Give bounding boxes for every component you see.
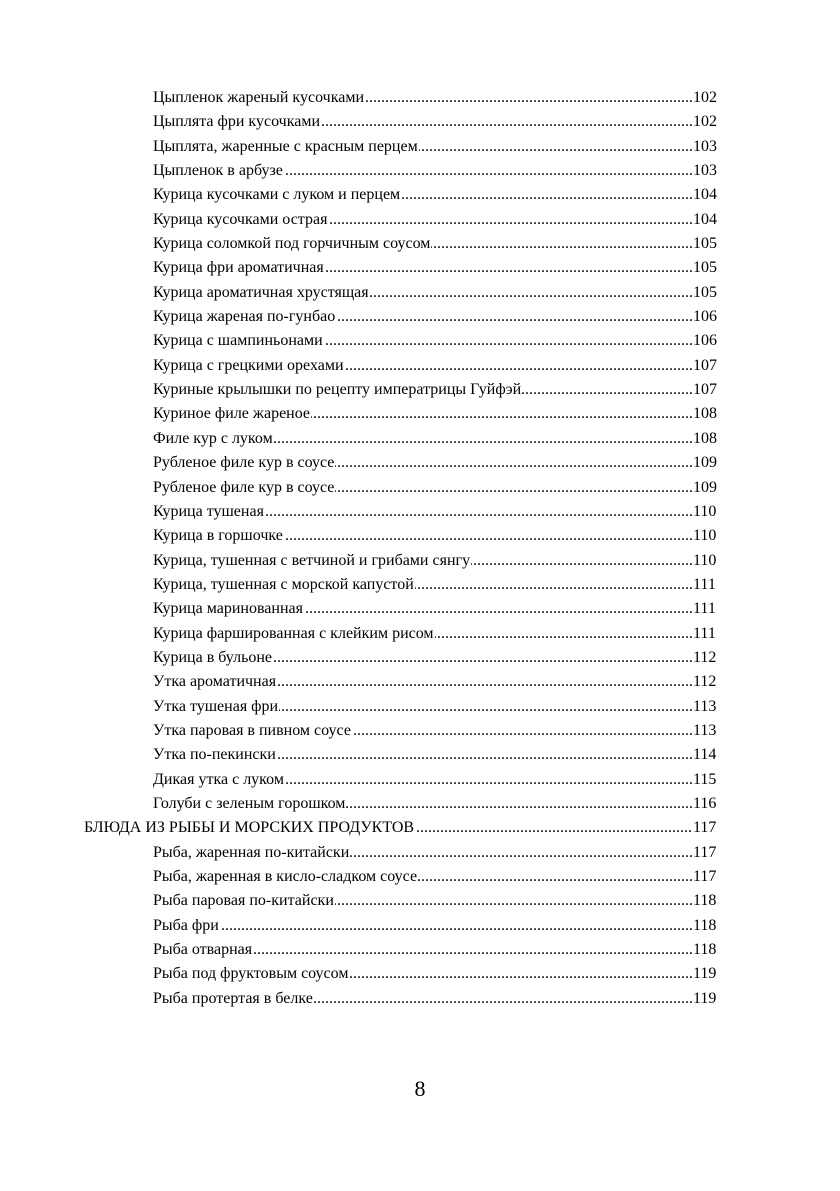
toc-entry-page: 119 [693, 962, 723, 986]
toc-entry-title-leader [153, 573, 693, 597]
toc-entry-title-leader [153, 938, 693, 962]
toc-entry[interactable] [0, 914, 840, 938]
toc-entry-title-leader [153, 962, 693, 986]
toc-entry[interactable] [0, 841, 840, 865]
toc-section-heading[interactable] [0, 816, 840, 840]
toc-entry[interactable] [0, 719, 840, 743]
toc-entry-page: 110 [693, 500, 723, 524]
toc-entry-page: 112 [693, 670, 723, 694]
toc-entry[interactable] [0, 476, 840, 500]
toc-entry-title-leader [153, 329, 693, 353]
toc-entry[interactable] [0, 427, 840, 451]
toc-entry-page: 117 [693, 841, 723, 865]
toc-entry-page: 105 [693, 281, 723, 305]
toc-entry-title-leader [153, 719, 693, 743]
toc-entry-page: 118 [693, 914, 723, 938]
toc-entry-title-leader [153, 135, 693, 159]
toc-entry[interactable] [0, 889, 840, 913]
toc-entry[interactable] [0, 329, 840, 353]
toc-entry-title-leader [153, 183, 693, 207]
toc-entry[interactable] [0, 938, 840, 962]
toc-entry-title: Дикая утка с луком [153, 770, 284, 788]
table-of-contents [0, 86, 840, 1011]
toc-entry-page: 104 [693, 208, 723, 232]
toc-entry-title: Рыба, жаренная в кисло-сладком соусе [153, 868, 418, 885]
toc-entry[interactable] [0, 987, 840, 1011]
toc-entry[interactable] [0, 962, 840, 986]
toc-entry-page: 118 [693, 889, 723, 913]
toc-entry-title: Цыпленок в арбузе [153, 162, 283, 180]
toc-entry-title: Филе кур с луком [153, 429, 273, 447]
toc-entry[interactable] [0, 232, 840, 256]
toc-entry-title-leader [153, 110, 693, 134]
toc-entry[interactable] [0, 135, 840, 159]
toc-entry-title-leader [153, 281, 693, 305]
toc-entry-page: 111 [693, 597, 723, 621]
page-number: 8 [414, 1076, 426, 1101]
toc-entry-title-leader [153, 256, 693, 280]
toc-entry-title-leader [153, 354, 693, 378]
toc-entry-title: Рыба протертая в белке [153, 989, 313, 1007]
toc-entry[interactable] [0, 792, 840, 816]
toc-entry-title-leader [153, 476, 693, 500]
toc-entry-title-leader [153, 987, 693, 1011]
toc-entry[interactable] [0, 573, 840, 597]
toc-entry-page: 107 [693, 354, 723, 378]
toc-entry-title: Цыпленок жареный кусочками [153, 89, 365, 106]
toc-entry[interactable] [0, 768, 840, 792]
toc-entry-title: Курица фри ароматичная [153, 259, 324, 277]
toc-entry-page: 114 [693, 743, 723, 767]
toc-entry-title: Курица фаршированная с клейким рисом [153, 624, 434, 642]
toc-entry[interactable] [0, 378, 840, 402]
toc-entry-title-leader [153, 889, 693, 913]
toc-entry-title: Курица соломкой под горчичным соусом [153, 235, 431, 253]
toc-entry-page: 110 [693, 524, 723, 548]
toc-entry-page: 119 [693, 987, 723, 1011]
toc-entry[interactable] [0, 622, 840, 646]
toc-entry-title: Рубленое филе кур в соусе [153, 478, 335, 496]
toc-entry-page: 105 [693, 232, 723, 256]
toc-entry-title-leader [153, 86, 693, 110]
toc-entry-page: 112 [693, 646, 723, 670]
toc-entry[interactable] [0, 110, 840, 134]
toc-entry-page: 113 [693, 719, 723, 743]
toc-entry-title: Утка ароматичная [153, 673, 277, 691]
toc-entry-page: 106 [693, 329, 723, 353]
toc-entry-title: Куриные крылышки по рецепту императрицы Гуйфэй [153, 381, 522, 399]
toc-entry[interactable] [0, 183, 840, 207]
toc-entry[interactable] [0, 281, 840, 305]
toc-entry-page: 108 [693, 402, 723, 426]
toc-entry-title-leader [84, 816, 693, 840]
toc-entry[interactable] [0, 524, 840, 548]
toc-entry-title: Рыба под фруктовым соусом [153, 965, 349, 983]
toc-entry-title-leader [153, 646, 693, 670]
toc-entry-page: 106 [693, 305, 723, 329]
toc-entry-title: Курица с грецкими орехами [153, 356, 344, 374]
toc-entry-title: Цыплята, жаренные с красным перцем [153, 137, 418, 155]
toc-entry-page: 109 [693, 451, 723, 475]
toc-entry-title: Утка по-пекински [153, 746, 276, 764]
toc-entry-title: Утка паровая в пивном соусе [153, 721, 351, 739]
toc-entry-title-leader [153, 743, 693, 767]
toc-entry-title: Голуби с зеленым горошком [153, 794, 346, 812]
toc-entry-title: Куриное филе жареное [153, 405, 311, 423]
toc-entry[interactable] [0, 743, 840, 767]
toc-entry-title: Цыплята фри кусочками [153, 113, 321, 131]
toc-entry-page: 107 [693, 378, 723, 402]
toc-entry-title: БЛЮДА ИЗ РЫБЫ И МОРСКИХ ПРОДУКТОВ [84, 819, 415, 837]
toc-entry-title: Рыба отварная [153, 941, 253, 959]
toc-entry-page: 102 [693, 86, 723, 110]
toc-entry-title-leader [153, 524, 693, 548]
toc-entry-page: 103 [693, 135, 723, 159]
toc-entry-page: 111 [693, 622, 723, 646]
toc-entry-title: Утка тушеная фри [153, 697, 279, 715]
toc-entry-page: 116 [693, 792, 723, 816]
toc-entry-page: 102 [693, 110, 723, 134]
toc-entry-title-leader [153, 305, 693, 329]
toc-entry-title-leader [153, 208, 693, 232]
toc-entry-page: 115 [693, 768, 723, 792]
toc-entry-page: 105 [693, 256, 723, 280]
toc-entry-page: 109 [693, 476, 723, 500]
toc-entry-page: 103 [693, 159, 723, 183]
toc-entry-title: Курица тушеная [153, 502, 264, 520]
toc-entry-title-leader [153, 451, 693, 475]
toc-entry-title-leader [153, 768, 693, 792]
toc-entry-page: 111 [693, 573, 723, 597]
toc-entry-title-leader [153, 232, 693, 256]
toc-entry-page: 118 [693, 938, 723, 962]
toc-entry[interactable] [0, 670, 840, 694]
toc-entry-title: Рыба, жаренная по-китайски [153, 843, 350, 861]
toc-entry-title-leader [153, 841, 693, 865]
toc-entry[interactable] [0, 549, 840, 573]
toc-entry-title: Рубленое филе кур в соусе [153, 454, 335, 472]
toc-entry-title-leader [153, 792, 693, 816]
toc-entry-title: Курица, тушенная с морской капустой [153, 575, 414, 593]
toc-entry-title-leader [153, 500, 693, 524]
toc-entry-title: Курица в горшочке [153, 527, 283, 545]
toc-entry-title-leader [153, 549, 693, 573]
toc-entry-title-leader [153, 865, 693, 889]
toc-entry[interactable] [0, 865, 840, 889]
toc-entry-title: Рыба фри [153, 916, 219, 934]
toc-entry[interactable] [0, 402, 840, 426]
toc-entry-title: Курица ароматичная хрустящая [153, 283, 369, 301]
toc-entry[interactable] [0, 208, 840, 232]
toc-entry-title: Курица кусочками с луком и перцем [153, 186, 401, 204]
toc-entry-title-leader [153, 670, 693, 694]
toc-entry-page: 108 [693, 427, 723, 451]
toc-entry-title: Курица жареная по-гунбао [153, 308, 336, 326]
toc-entry[interactable] [0, 305, 840, 329]
toc-entry-title: Курица маринованная [153, 600, 303, 618]
toc-entry-page: 110 [693, 549, 723, 573]
toc-entry-title-leader [153, 695, 693, 719]
toc-entry-title: Курица с шампиньонами [153, 332, 323, 350]
toc-entry[interactable] [0, 646, 840, 670]
toc-entry[interactable] [0, 86, 840, 110]
toc-entry[interactable] [0, 159, 840, 183]
toc-entry-title-leader [153, 159, 693, 183]
toc-entry[interactable] [0, 256, 840, 280]
toc-entry-title: Рыба паровая по-китайски [153, 892, 334, 910]
toc-entry-title-leader [153, 622, 693, 646]
toc-entry-page: 113 [693, 695, 723, 719]
toc-entry-title-leader [153, 378, 693, 402]
toc-entry-title: Курица в бульоне [153, 648, 273, 666]
toc-entry-title: Курица кусочками острая [153, 210, 328, 228]
toc-entry[interactable] [0, 695, 840, 719]
toc-entry[interactable] [0, 451, 840, 475]
toc-entry-page: 117 [693, 816, 723, 840]
toc-entry-title-leader [153, 914, 693, 938]
toc-entry-title-leader [153, 427, 693, 451]
toc-entry-page: 104 [693, 183, 723, 207]
toc-entry[interactable] [0, 500, 840, 524]
toc-entry-title: Курица, тушенная с ветчиной и грибами сянгу [153, 551, 471, 569]
toc-entry[interactable] [0, 597, 840, 621]
toc-entry-page: 117 [693, 865, 723, 889]
toc-entry-title-leader [153, 597, 693, 621]
toc-entry-title-leader [153, 402, 693, 426]
toc-entry[interactable] [0, 354, 840, 378]
